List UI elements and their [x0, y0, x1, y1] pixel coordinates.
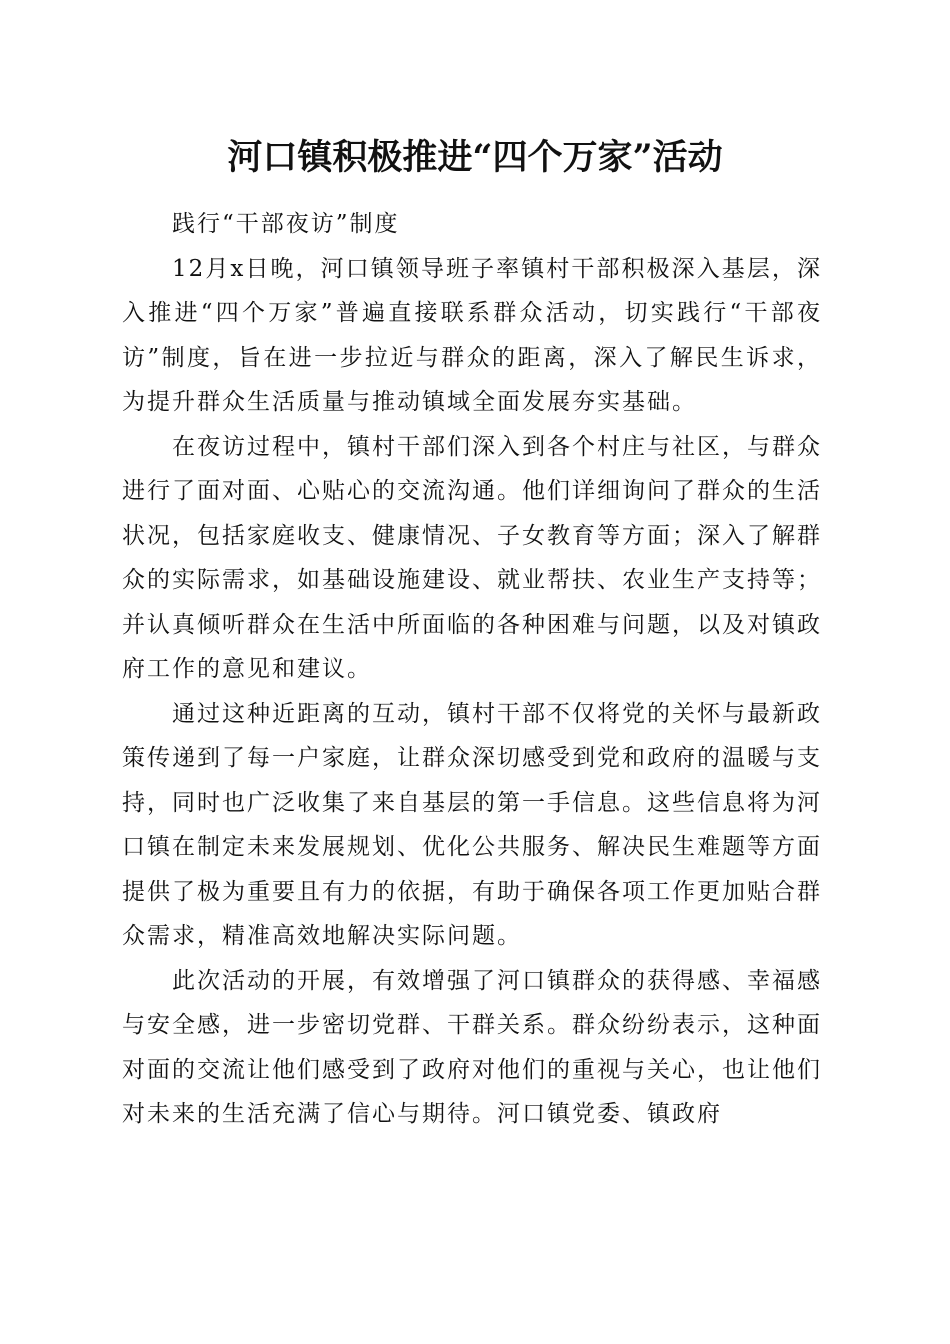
- paragraph-subheading: 践行“干部夜访”制度: [172, 211, 400, 237]
- paragraph: 在夜访过程中，镇村干部们深入到各个村庄与社区，与群众进行了面对面、心贴心的交流沟通。他们详细询问了群众的生活状况，包括家庭收支、健康情况、子女教育等方面；深入了解群众的实际需求，如基础设施建设、就业帮扶、农业生产支持等；并认真倾听群众在生活中所面临的各种困难与问题，以及对镇政府工作的意见和建议。: [122, 433, 822, 682]
- paragraph: 通过这种近距离的互动，镇村干部不仅将党的关怀与最新政策传递到了每一户家庭，让群众深切感受到党和政府的温暖与支持，同时也广泛收集了来自基层的第一手信息。这些信息将为河口镇在制定未来发展规划、优化公共服务、解决民生难题等方面提供了极为重要且有力的依据，有助于确保各项工作更加贴合群众需求，精准高效地解决实际问题。: [122, 700, 822, 949]
- document-body: [122, 202, 822, 1137]
- paragraph: 12月x日晚，河口镇领导班子率镇村干部积极深入基层，深入推进“四个万家”普遍直接联系群众活动，切实践行“干部夜访”制度，旨在进一步拉近与群众的距离，深入了解民生诉求，为提升群众生活质量与推动镇域全面发展夯实基础。: [122, 255, 822, 415]
- paragraph: 此次活动的开展，有效增强了河口镇群众的获得感、幸福感与安全感，进一步密切党群、干群关系。群众纷纷表示，这种面对面的交流让他们感受到了政府对他们的重视与关心，也让他们对未来的生活充满了信心与期待。河口镇党委、镇政府: [122, 967, 822, 1127]
- document-title: 河口镇积极推进“四个万家”活动: [227, 137, 723, 178]
